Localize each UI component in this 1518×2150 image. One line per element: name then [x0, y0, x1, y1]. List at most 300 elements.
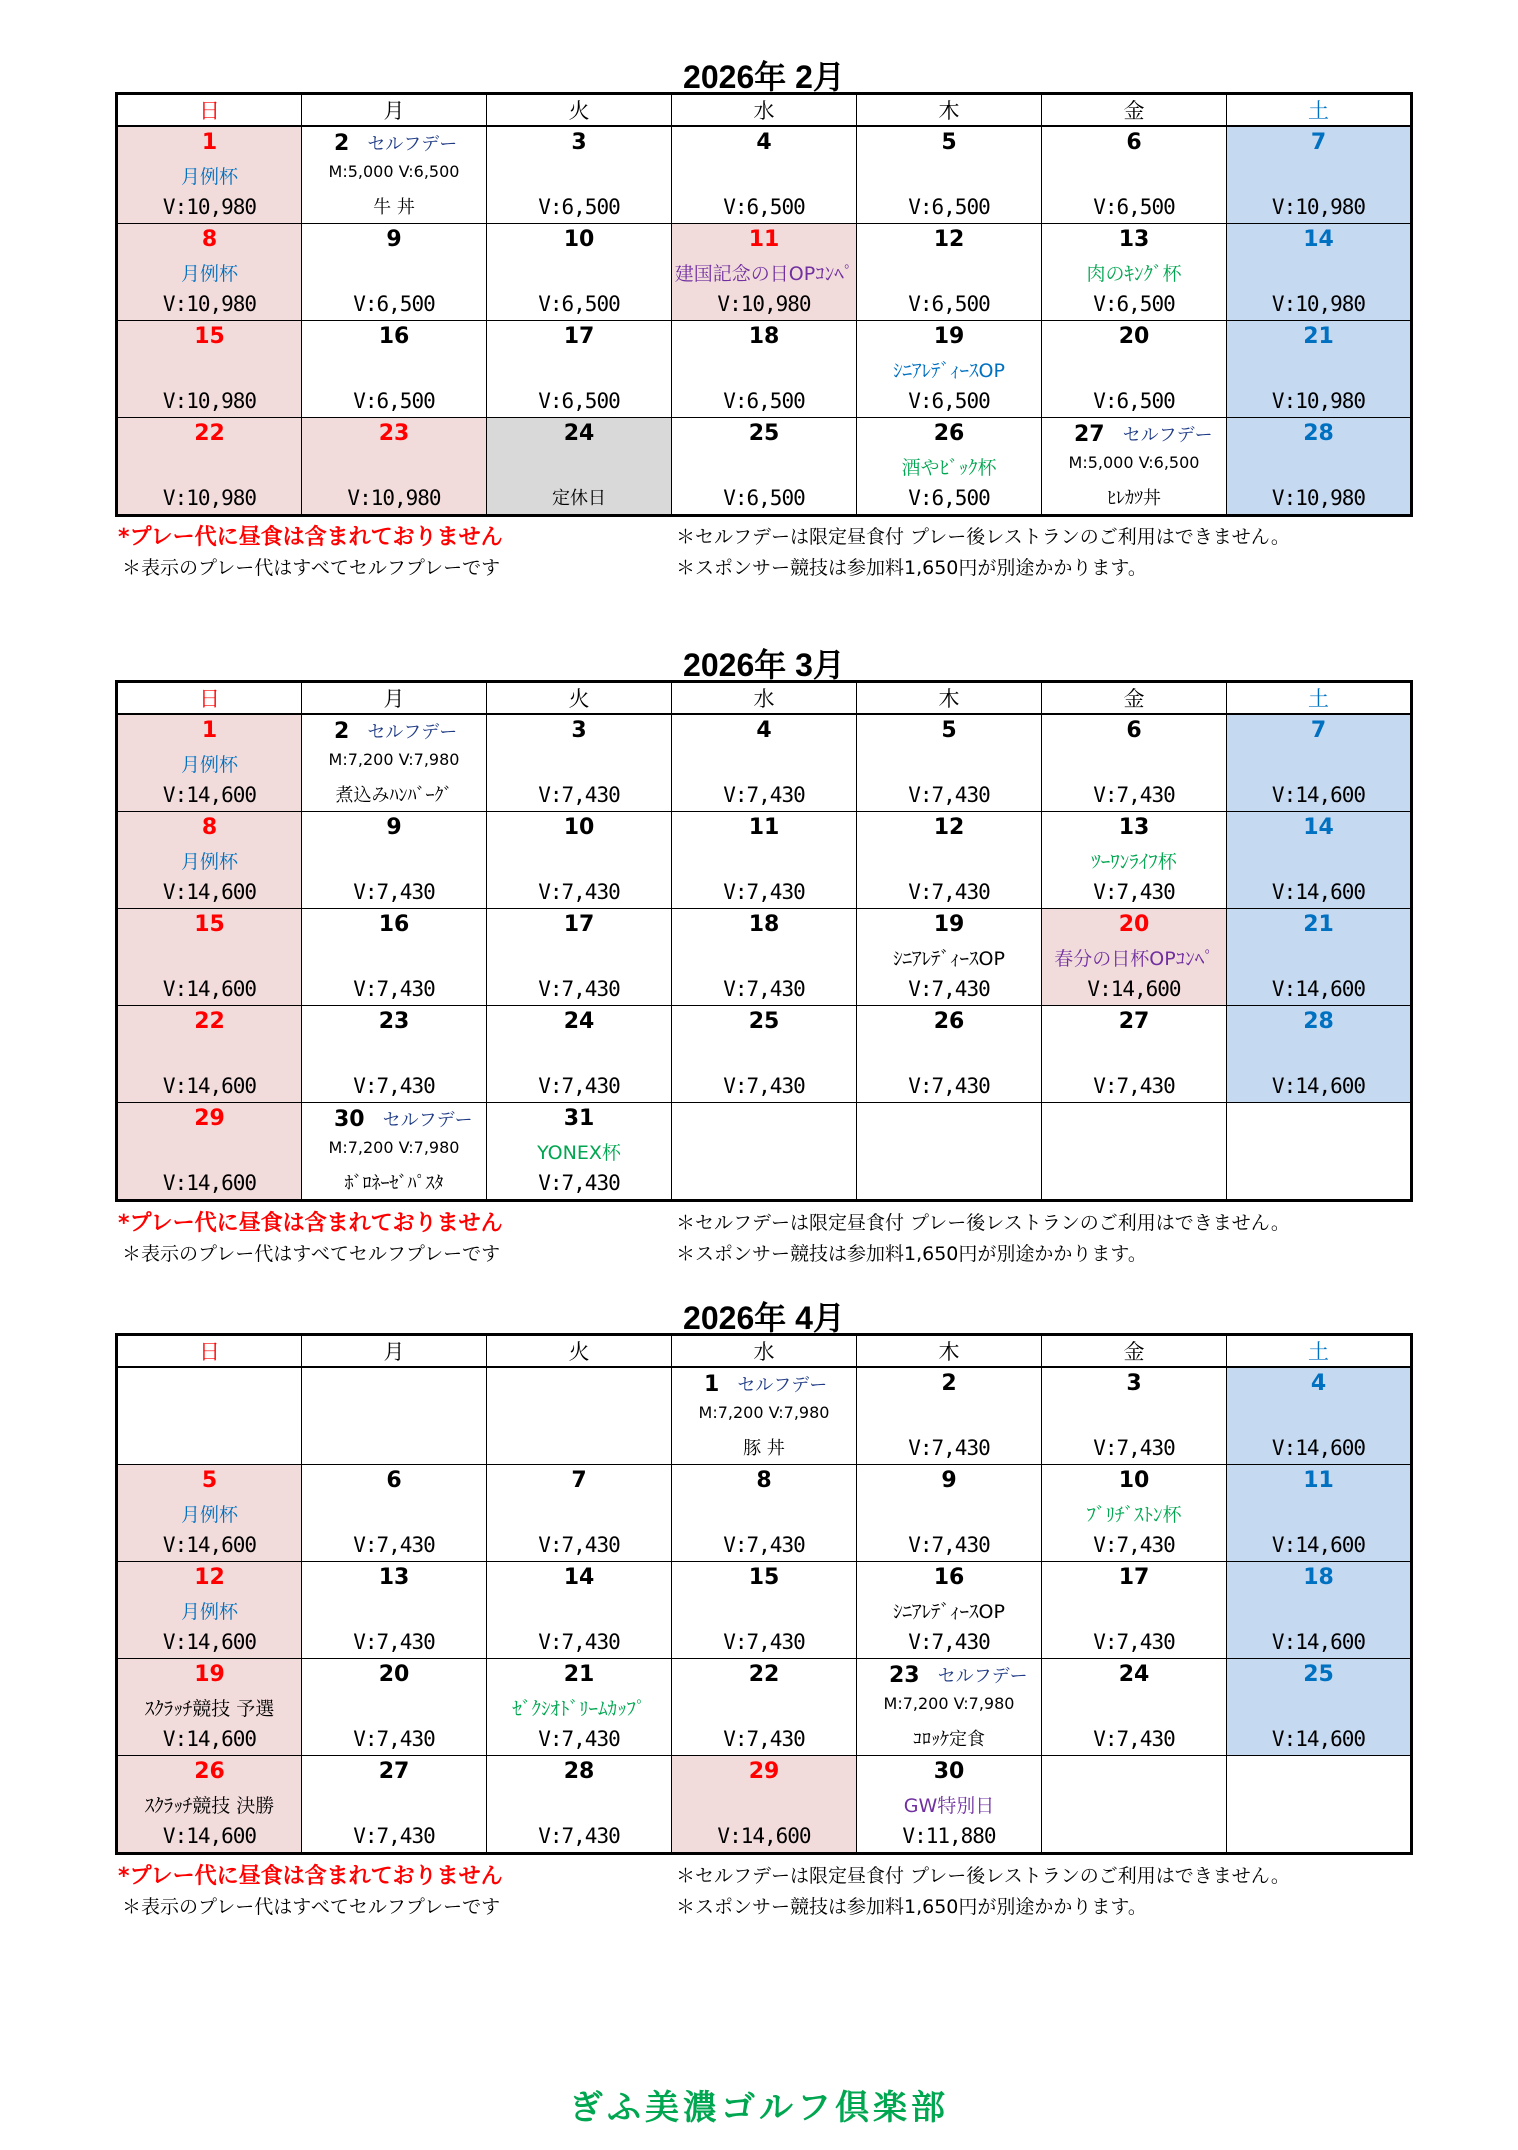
day-number-text: 10 — [1118, 1468, 1150, 1493]
play-fee: V:7,430 — [723, 1533, 805, 1557]
day-number — [487, 912, 671, 937]
day-cell — [1042, 714, 1227, 812]
day-cell — [672, 321, 857, 418]
event-label: 春分の日杯OPｺﾝﾍﾟ — [1054, 948, 1214, 970]
event-label: YONEX杯 — [537, 1142, 621, 1164]
day-number-text: 9 — [941, 1468, 957, 1493]
day-number-text: 19 — [933, 912, 965, 937]
play-fee: V:14,600 — [1271, 783, 1366, 807]
day-number-text: 9 — [386, 227, 402, 252]
day-number — [302, 130, 486, 156]
day-number-text: 22 — [194, 421, 225, 446]
day-number — [302, 1565, 486, 1590]
day-cell — [302, 714, 487, 812]
play-fee: V:14,600 — [162, 977, 257, 1001]
day-cell — [1227, 1659, 1412, 1756]
day-number-text: 24 — [563, 421, 595, 446]
play-fee: V:7,430 — [353, 1824, 435, 1848]
day-number — [857, 1662, 1041, 1688]
note-self-play: ＊表示のプレー代はすべてセルフプレーです — [122, 557, 501, 579]
day-number-text: 27 — [378, 1759, 410, 1784]
weekday-header: 火 — [487, 682, 672, 715]
play-fee: V:7,430 — [908, 977, 990, 1001]
day-cell — [302, 1756, 487, 1854]
play-fee: V:7,430 — [1093, 1727, 1175, 1751]
day-number-text: 30 — [933, 1759, 965, 1784]
event-label: 月例杯 — [180, 1504, 238, 1526]
day-number-text: 21 — [1303, 324, 1334, 349]
day-number-text: 10 — [563, 815, 595, 840]
day-number — [1042, 1468, 1226, 1493]
play-fee: V:6,500 — [908, 195, 990, 219]
play-fee: V:7,430 — [538, 880, 620, 904]
day-number — [487, 421, 671, 446]
day-number-text: 7 — [1310, 130, 1327, 155]
play-fee: V:7,430 — [1093, 1533, 1175, 1557]
day-number-text: 27 — [1118, 1009, 1150, 1034]
day-number — [487, 1662, 671, 1687]
day-number — [1042, 815, 1226, 840]
day-number — [118, 324, 301, 349]
day-number-text: 24 — [563, 1009, 595, 1034]
day-cell — [117, 224, 302, 321]
day-number-text: 2 — [334, 131, 350, 156]
note-sponsor: ＊スポンサー競技は参加料1,650円が別途かかります。 — [676, 1896, 1147, 1918]
event-label: ﾌﾞﾘﾁﾞｽﾄﾝ杯 — [1086, 1504, 1182, 1526]
day-number — [1227, 815, 1410, 840]
day-number — [857, 227, 1041, 252]
weekday-header: 金 — [1042, 94, 1227, 127]
day-number — [302, 718, 486, 744]
day-number — [1042, 1565, 1226, 1590]
day-number — [672, 1759, 856, 1784]
lunch-menu: 牛 丼 — [373, 197, 415, 218]
play-fee: V:14,600 — [1271, 1436, 1366, 1460]
play-fee: V:6,500 — [538, 195, 620, 219]
day-number — [302, 421, 486, 446]
play-fee: V:10,980 — [1271, 486, 1366, 510]
week-row — [117, 418, 1412, 516]
day-cell — [487, 714, 672, 812]
day-cell — [117, 321, 302, 418]
lunch-menu: 煮込みﾊﾝﾊﾞｰｸﾞ — [335, 785, 453, 806]
day-number-text: 20 — [1118, 324, 1150, 349]
event-label: 月例杯 — [180, 263, 238, 285]
day-cell — [1042, 321, 1227, 418]
lunch-menu: ﾋﾚｶﾂ丼 — [1107, 488, 1161, 509]
play-fee: V:6,500 — [1093, 195, 1175, 219]
day-cell — [857, 321, 1042, 418]
day-number — [1227, 718, 1410, 743]
day-number — [302, 815, 486, 840]
weekday-header: 金 — [1042, 682, 1227, 715]
day-cell — [672, 714, 857, 812]
day-number — [672, 1371, 856, 1397]
day-number-text: 25 — [748, 421, 780, 446]
day-number-text: 20 — [1118, 912, 1150, 937]
empty-day-cell — [672, 1103, 857, 1201]
day-cell — [672, 126, 857, 224]
day-number — [672, 1009, 856, 1034]
day-cell — [672, 418, 857, 516]
day-number — [857, 815, 1041, 840]
day-cell — [672, 909, 857, 1006]
day-cell — [672, 1562, 857, 1659]
weekday-header: 土 — [1227, 94, 1412, 127]
day-cell — [672, 812, 857, 909]
week-row — [117, 1562, 1412, 1659]
day-number-text: 19 — [933, 324, 965, 349]
day-cell — [672, 1659, 857, 1756]
event-label: 酒やﾋﾞｯｸ杯 — [901, 457, 997, 479]
day-number — [857, 718, 1041, 743]
day-cell — [1042, 812, 1227, 909]
day-cell — [487, 1465, 672, 1562]
day-number — [487, 1009, 671, 1034]
day-cell — [302, 418, 487, 516]
day-number-text: 25 — [1303, 1662, 1334, 1687]
play-fee: V:14,600 — [1271, 1630, 1366, 1654]
day-cell — [302, 1006, 487, 1103]
play-fee: V:14,600 — [162, 783, 257, 807]
day-cell — [857, 1367, 1042, 1465]
play-fee: V:14,600 — [162, 1533, 257, 1557]
day-cell — [302, 321, 487, 418]
month-february — [115, 58, 1413, 510]
day-number — [302, 1009, 486, 1034]
play-fee: V:7,430 — [538, 1824, 620, 1848]
day-cell — [672, 224, 857, 321]
day-number-text: 18 — [748, 324, 780, 349]
day-cell — [487, 1006, 672, 1103]
weekday-header: 日 — [117, 94, 302, 127]
weekday-header: 水 — [672, 682, 857, 715]
play-fee: V:7,430 — [353, 880, 435, 904]
day-number-text: 9 — [386, 815, 402, 840]
play-fee: V:7,430 — [908, 1436, 990, 1460]
day-number — [302, 1759, 486, 1784]
day-cell — [487, 1659, 672, 1756]
day-number — [1042, 130, 1226, 155]
day-cell — [117, 909, 302, 1006]
day-number-text: 4 — [756, 130, 772, 155]
day-number-text: 1 — [704, 1372, 720, 1397]
note-self-play: ＊表示のプレー代はすべてセルフプレーです — [122, 1243, 501, 1265]
day-cell — [672, 1465, 857, 1562]
play-fee: V:6,500 — [723, 486, 805, 510]
day-cell — [1042, 1006, 1227, 1103]
play-fee: V:7,430 — [353, 1533, 435, 1557]
day-number-text: 26 — [933, 1009, 965, 1034]
weekday-header: 火 — [487, 94, 672, 127]
self-day-tag: セルフデー — [737, 1375, 828, 1396]
note-sponsor: ＊スポンサー競技は参加料1,650円が別途かかります。 — [676, 557, 1147, 579]
day-number-text: 18 — [748, 912, 780, 937]
play-fee: V:14,600 — [162, 1824, 257, 1848]
event-label: 肉のｷﾝｸﾞ杯 — [1086, 263, 1182, 285]
day-number-text: 5 — [201, 1468, 218, 1493]
day-number — [1042, 1662, 1226, 1687]
self-day-price: M:7,200 V:7,980 — [328, 750, 460, 769]
play-fee: V:7,430 — [1093, 783, 1175, 807]
play-fee: V:6,500 — [1093, 292, 1175, 316]
day-cell — [672, 1756, 857, 1854]
day-number-text: 27 — [1074, 422, 1105, 447]
day-number-text: 30 — [334, 1107, 365, 1132]
week-row — [117, 1103, 1412, 1201]
day-number — [118, 912, 301, 937]
day-number — [118, 718, 301, 743]
day-cell — [857, 1465, 1042, 1562]
day-number-text: 23 — [889, 1663, 920, 1688]
day-cell — [487, 224, 672, 321]
day-cell — [302, 1659, 487, 1756]
event-label: ﾂｰﾜﾝﾗｲﾌ杯 — [1091, 851, 1177, 873]
note-self-day: ＊セルフデーは限定昼食付 プレー後レストランのご利用はできません。 — [676, 1865, 1290, 1887]
day-cell — [1227, 1562, 1412, 1659]
play-fee: V:7,430 — [723, 1727, 805, 1751]
note-self-day: ＊セルフデーは限定昼食付 プレー後レストランのご利用はできません。 — [676, 1212, 1290, 1234]
day-number-text: 6 — [386, 1468, 402, 1493]
day-cell — [672, 1006, 857, 1103]
empty-day-cell — [1042, 1103, 1227, 1201]
play-fee: V:7,430 — [538, 1533, 620, 1557]
play-fee: V:10,980 — [1271, 195, 1366, 219]
empty-day-cell — [857, 1103, 1042, 1201]
day-cell — [1227, 1006, 1412, 1103]
weekday-header: 月 — [302, 94, 487, 127]
day-cell — [117, 1103, 302, 1201]
play-fee: V:7,430 — [908, 1630, 990, 1654]
day-number — [1042, 1009, 1226, 1034]
day-number-text: 6 — [1126, 718, 1142, 743]
day-number — [118, 1759, 301, 1784]
event-label: ｼﾆｱﾚﾃﾞｨｰｽOP — [893, 948, 1005, 970]
empty-day-cell — [487, 1367, 672, 1465]
empty-day-cell — [1227, 1103, 1412, 1201]
day-number-text: 31 — [563, 1106, 595, 1131]
lunch-menu: ﾎﾞﾛﾈｰｾﾞﾊﾟｽﾀ — [344, 1173, 444, 1194]
day-number-text: 29 — [194, 1106, 225, 1131]
day-number-text: 12 — [933, 815, 965, 840]
play-fee: V:7,430 — [908, 1533, 990, 1557]
play-fee: V:6,500 — [538, 292, 620, 316]
day-number — [487, 1468, 671, 1493]
play-fee: V:7,430 — [538, 977, 620, 1001]
play-fee: V:10,980 — [1271, 292, 1366, 316]
day-number-text: 22 — [748, 1662, 780, 1687]
day-number-text: 12 — [194, 1565, 225, 1590]
day-number — [1042, 912, 1226, 937]
play-fee: V:6,500 — [538, 389, 620, 413]
day-cell — [117, 1562, 302, 1659]
day-cell — [857, 1756, 1042, 1854]
day-cell — [1042, 909, 1227, 1006]
day-number — [487, 1565, 671, 1590]
day-number — [1227, 1009, 1410, 1034]
play-fee: V:10,980 — [162, 486, 257, 510]
day-number — [487, 1759, 671, 1784]
week-row — [117, 1006, 1412, 1103]
day-number-text: 1 — [201, 718, 218, 743]
day-cell — [117, 1465, 302, 1562]
play-fee: V:7,430 — [538, 1630, 620, 1654]
day-number — [118, 1565, 301, 1590]
weekday-header: 土 — [1227, 682, 1412, 715]
play-fee: V:6,500 — [1093, 389, 1175, 413]
day-number — [857, 1468, 1041, 1493]
play-fee: V:7,430 — [908, 880, 990, 904]
day-number — [672, 324, 856, 349]
self-day-price: M:5,000 V:6,500 — [328, 162, 460, 181]
calendar-grid — [115, 680, 1413, 1202]
weekday-header: 水 — [672, 1335, 857, 1368]
day-cell — [1042, 126, 1227, 224]
day-number-text: 16 — [933, 1565, 965, 1590]
day-cell — [1227, 1367, 1412, 1465]
day-cell — [487, 418, 672, 516]
day-number — [118, 815, 301, 840]
self-day-tag: セルフデー — [367, 134, 458, 155]
day-cell — [857, 714, 1042, 812]
day-number-text: 29 — [748, 1759, 780, 1784]
day-cell — [1227, 812, 1412, 909]
day-number-text: 13 — [378, 1565, 410, 1590]
play-fee: V:14,600 — [162, 1630, 257, 1654]
event-label: ｽｸﾗｯﾁ競技 決勝 — [144, 1795, 275, 1817]
day-cell — [1227, 321, 1412, 418]
day-number-text: 7 — [571, 1468, 587, 1493]
day-number — [1042, 227, 1226, 252]
day-number — [1227, 1371, 1410, 1396]
day-number-text: 28 — [1303, 1009, 1334, 1034]
play-fee: V:10,980 — [162, 292, 257, 316]
weekday-header: 土 — [1227, 1335, 1412, 1368]
day-number-text: 28 — [1303, 421, 1334, 446]
event-label: 月例杯 — [180, 851, 238, 873]
day-cell — [487, 1103, 672, 1201]
day-cell — [302, 126, 487, 224]
day-number-text: 8 — [201, 227, 218, 252]
day-number — [857, 1565, 1041, 1590]
day-number-text: 10 — [563, 227, 595, 252]
day-number — [118, 1468, 301, 1493]
month-title: 2026年 3月 — [683, 647, 845, 683]
day-number — [1227, 324, 1410, 349]
play-fee: V:7,430 — [723, 977, 805, 1001]
day-cell — [117, 714, 302, 812]
day-cell — [1227, 909, 1412, 1006]
play-fee: V:10,980 — [162, 389, 257, 413]
self-day-price: M:7,200 V:7,980 — [883, 1694, 1015, 1713]
day-number-text: 15 — [194, 912, 225, 937]
play-fee: V:10,980 — [1271, 389, 1366, 413]
lunch-menu: 豚 丼 — [743, 1438, 785, 1459]
play-fee: V:7,430 — [538, 1074, 620, 1098]
play-fee: V:7,430 — [353, 977, 435, 1001]
day-number-text: 20 — [378, 1662, 410, 1687]
day-number — [857, 912, 1041, 937]
day-number-text: 4 — [1310, 1371, 1327, 1396]
day-number — [1227, 1468, 1410, 1493]
day-number-text: 28 — [563, 1759, 595, 1784]
play-fee: V:6,500 — [908, 486, 990, 510]
self-day-tag: セルフデー — [367, 722, 458, 743]
self-day-price: M:7,200 V:7,980 — [698, 1403, 830, 1422]
day-number-text: 11 — [1303, 1468, 1334, 1493]
weekday-header: 木 — [857, 94, 1042, 127]
week-row — [117, 126, 1412, 224]
event-label: 月例杯 — [180, 166, 238, 188]
day-number-text: 21 — [563, 1662, 595, 1687]
day-number-text: 14 — [1303, 227, 1334, 252]
day-number-text: 7 — [1310, 718, 1327, 743]
day-number-text: 23 — [378, 421, 410, 446]
day-number-text: 12 — [933, 227, 965, 252]
day-cell — [857, 1006, 1042, 1103]
day-number — [1227, 1662, 1410, 1687]
event-label: GW特別日 — [903, 1795, 995, 1817]
day-number-text: 24 — [1118, 1662, 1150, 1687]
day-cell — [117, 126, 302, 224]
month-april — [115, 1299, 1413, 1848]
event-label: ｽｸﾗｯﾁ競技 予選 — [144, 1698, 275, 1720]
month-title: 2026年 2月 — [683, 59, 845, 95]
play-fee: V:7,430 — [538, 1171, 620, 1195]
week-row — [117, 1756, 1412, 1854]
note-self-play: ＊表示のプレー代はすべてセルフプレーです — [122, 1896, 501, 1918]
day-number-text: 5 — [941, 130, 957, 155]
day-number-text: 2 — [941, 1371, 957, 1396]
day-number-text: 5 — [941, 718, 957, 743]
week-row — [117, 224, 1412, 321]
day-number — [118, 227, 301, 252]
empty-day-cell — [302, 1367, 487, 1465]
day-cell — [117, 1006, 302, 1103]
event-label: 月例杯 — [180, 754, 238, 776]
day-number — [1227, 912, 1410, 937]
play-fee: V:14,600 — [162, 1727, 257, 1751]
play-fee: V:14,600 — [717, 1824, 811, 1848]
day-number-text: 26 — [933, 421, 965, 446]
play-fee: V:6,500 — [353, 292, 435, 316]
weekday-header: 木 — [857, 682, 1042, 715]
play-fee: V:7,430 — [1093, 880, 1175, 904]
play-fee: V:7,430 — [1093, 1436, 1175, 1460]
day-cell — [302, 224, 487, 321]
day-number-text: 26 — [194, 1759, 225, 1784]
play-fee: V:6,500 — [723, 389, 805, 413]
calendar-grid — [115, 92, 1413, 517]
day-cell — [487, 1756, 672, 1854]
day-number-text: 17 — [563, 912, 595, 937]
club-name: ぎふ美濃ゴルフ倶楽部 — [569, 2088, 949, 2128]
day-number — [1042, 324, 1226, 349]
empty-day-cell — [1042, 1756, 1227, 1854]
day-cell — [117, 812, 302, 909]
day-number — [302, 227, 486, 252]
month-march — [115, 646, 1413, 1195]
play-fee: V:14,600 — [1271, 977, 1366, 1001]
day-number-text: 3 — [1126, 1371, 1142, 1396]
play-fee: V:6,500 — [723, 195, 805, 219]
play-fee: V:10,980 — [162, 195, 257, 219]
event-label: 月例杯 — [180, 1601, 238, 1623]
day-cell — [487, 812, 672, 909]
day-number — [302, 1662, 486, 1687]
play-fee: V:14,600 — [1271, 1533, 1366, 1557]
play-fee: V:7,430 — [353, 1727, 435, 1751]
